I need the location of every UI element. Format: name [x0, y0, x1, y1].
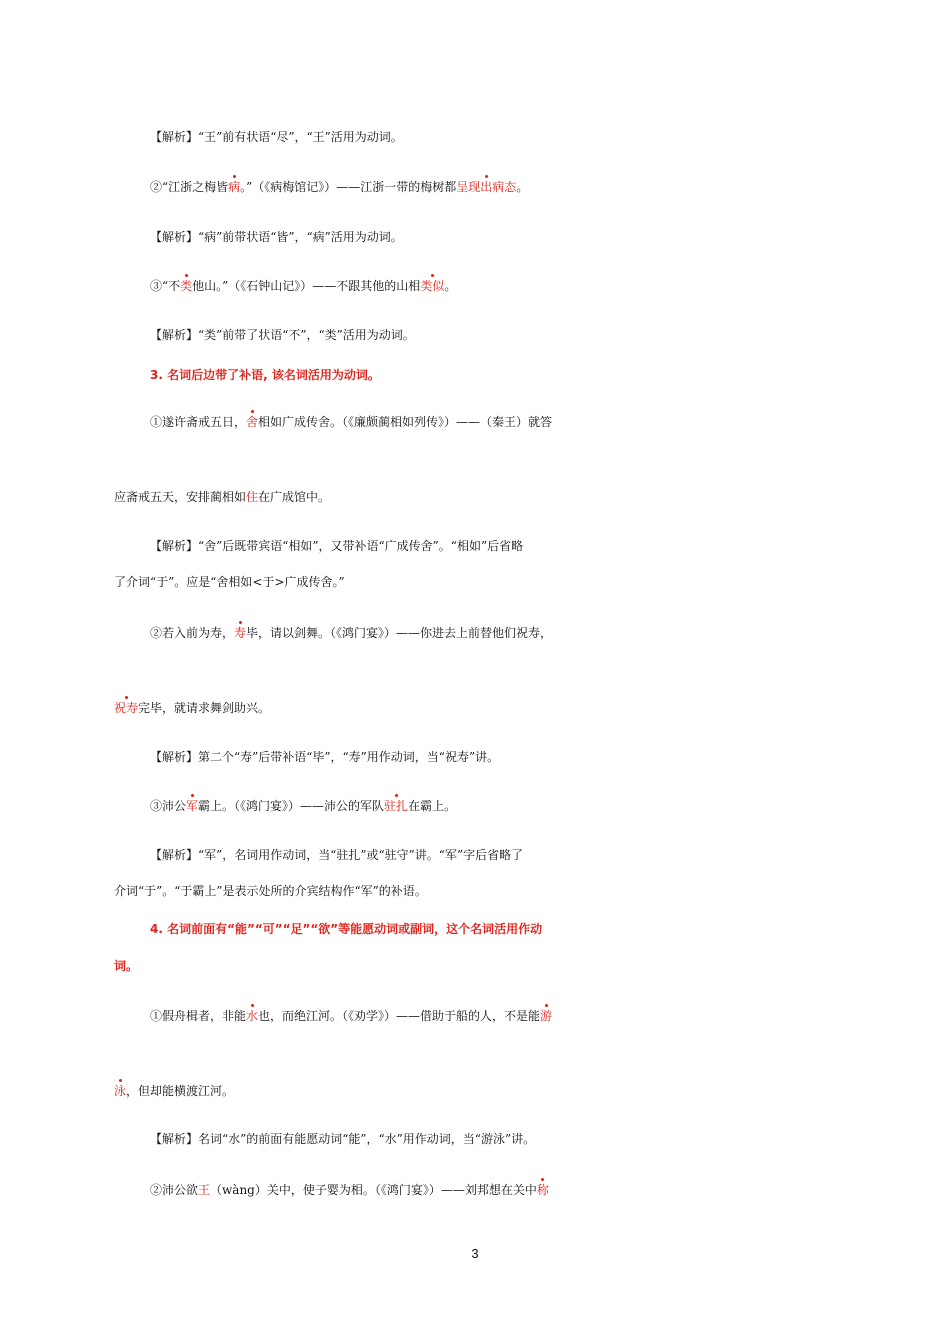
heading-text: 4. 名词前面有“能”“可”“足”“欲”等能愿动词或副词，这个名词活用作动	[150, 922, 543, 936]
highlight-word: 住	[246, 490, 259, 504]
page-number: 3	[471, 1246, 479, 1261]
text: 毕，请以剑舞。（《鸿门宴》）——你进去上前替他们祝寿，	[246, 626, 553, 640]
text: 【解析】第二个“寿”后带补语“毕”，“寿”用作动词，当“祝寿”讲。	[150, 750, 500, 764]
text: 。”（《病梅馆记》）——江浙一带的梅树都	[240, 180, 457, 194]
highlight-word: 驻扎	[384, 799, 409, 813]
section-heading	[0, 916, 950, 942]
text: 。	[516, 180, 529, 194]
example-line	[0, 1003, 950, 1029]
highlight-word: 呈现出病态	[456, 180, 517, 194]
text: 也，而绝江河。（《劝学》）——借助于船的人，不是能	[258, 1009, 541, 1023]
analysis-line	[0, 842, 950, 868]
highlight-word: 寿	[234, 626, 247, 640]
text: 介词“于”。“于霸上”是表示处所的介宾结构作“军”的补语。	[114, 884, 427, 898]
text: 【解析】“王”前有状语“尽”，“王”活用为动词。	[150, 130, 403, 144]
analysis-line-cont	[0, 569, 950, 595]
analysis-line	[0, 744, 950, 770]
analysis-line-cont	[0, 878, 950, 904]
text: 应斋戒五天，安排蔺相如	[114, 490, 247, 504]
text: ③沛公	[150, 799, 187, 813]
text: 【解析】“类”前带了状语“不”，“类”活用为动词。	[150, 328, 415, 342]
text: ①假舟楫者，非能	[150, 1009, 247, 1023]
highlight-word: 祝寿	[114, 701, 139, 715]
translation-line	[0, 1078, 950, 1104]
highlight-word: 泳	[114, 1084, 127, 1098]
text: ②若入前为寿，	[150, 626, 235, 640]
highlight-word: 类	[180, 279, 193, 293]
section-heading-cont	[0, 953, 950, 979]
example-line	[0, 409, 950, 435]
text: 他山。”（《石钟山记》）——不跟其他的山相	[192, 279, 421, 293]
highlight-word: 王	[198, 1183, 211, 1197]
text: 【解析】“舍”后既带宾语“相如”，又带补语“广成传舍”。“相如”后省略	[150, 539, 524, 553]
text: 相如广成传舍。（《廉颇蔺相如列传》）——（秦王）就答	[258, 415, 553, 429]
text: 在霸上。	[408, 799, 457, 813]
translation-line	[0, 484, 950, 510]
heading-text: 词。	[114, 959, 139, 973]
highlight-word: 称	[536, 1183, 549, 1197]
text: （wàng）关中，使子婴为相。（《鸿门宴》）——刘邦想在关中	[210, 1183, 537, 1197]
highlight-word: 类似	[420, 279, 445, 293]
text: 完毕，就请求舞剑助兴。	[138, 701, 271, 715]
example-line	[0, 273, 950, 299]
highlight-word: 舍	[246, 415, 259, 429]
highlight-word: 军	[186, 799, 199, 813]
text: ③“不	[150, 279, 181, 293]
translation-line	[0, 695, 950, 721]
text: 霸上。（《鸿门宴》）——沛公的军队	[198, 799, 385, 813]
heading-text: 3. 名词后边带了补语, 该名词活用为动词。	[150, 368, 380, 382]
analysis-line	[0, 1126, 950, 1152]
text: ②沛公欲	[150, 1183, 199, 1197]
text: 在广成馆中。	[258, 490, 331, 504]
text: ②“江浙之梅皆	[150, 180, 229, 194]
example-line	[0, 174, 950, 200]
text: 【解析】名词“水”的前面有能愿动词“能”，“水”用作动词，当“游泳”讲。	[150, 1132, 536, 1146]
highlight-word: 游	[540, 1009, 553, 1023]
text: ①遂许斋戒五日，	[150, 415, 247, 429]
text: 【解析】“病”前带状语“皆”，“病”活用为动词。	[150, 230, 403, 244]
analysis-line	[0, 533, 950, 559]
analysis-line	[0, 124, 950, 150]
example-line	[0, 620, 950, 646]
section-heading	[0, 362, 950, 388]
example-line	[0, 1177, 950, 1203]
text: 【解析】“军”，名词用作动词，当“驻扎”或“驻守”讲。“军”字后省略了	[150, 848, 524, 862]
text: ，但却能横渡江河。	[126, 1084, 235, 1098]
example-line	[0, 793, 950, 819]
highlight-word: 水	[246, 1009, 259, 1023]
analysis-line	[0, 224, 950, 250]
highlight-word: 病	[228, 180, 241, 194]
analysis-line	[0, 322, 950, 348]
text: 。	[444, 279, 457, 293]
text: 了介词“于”。应是“舍相如<于>广成传舍。”	[114, 575, 345, 589]
